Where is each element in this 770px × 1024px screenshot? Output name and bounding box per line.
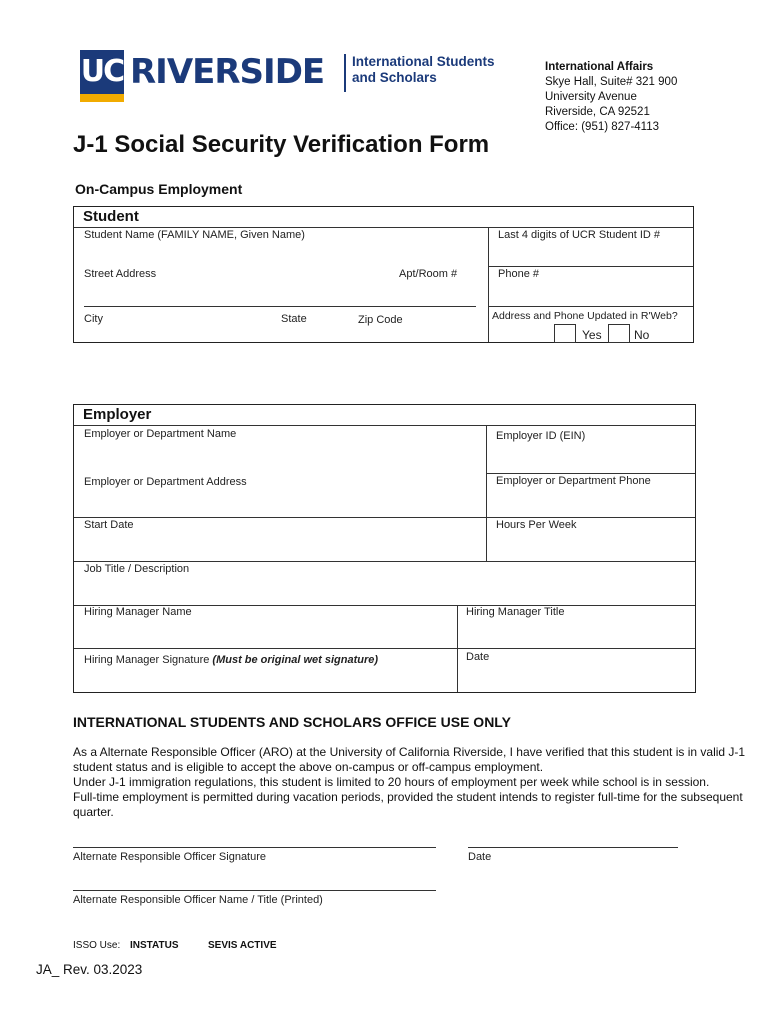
subheading: On-Campus Employment [75,181,243,197]
ucr-logo [80,46,495,104]
statement-para2: Under J-1 immigration regulations, this student is limited to 20 hours of employment per week while school is in session. [73,775,710,789]
divider [486,425,487,517]
logo-subtitle-line1: International Students [352,54,495,69]
divider [74,561,695,562]
employer-phone-field[interactable]: Employer or Department Phone [496,475,651,487]
divider [74,227,693,228]
divider [488,227,489,342]
office-line3: Riverside, CA 92521 [545,106,650,118]
logo-gold-bar [80,94,124,102]
logo-divider [344,54,346,92]
student-name-field[interactable]: Student Name (FAMILY NAME, Given Name) [84,229,305,241]
hours-per-week-field[interactable]: Hours Per Week [496,519,577,531]
sevis-active-label: SEVIS ACTIVE [208,940,277,951]
divider [74,517,695,518]
form-title: J-1 Social Security Verification Form [73,131,490,158]
yes-label: Yes [582,328,602,342]
no-checkbox[interactable] [608,324,630,343]
yes-checkbox[interactable] [554,324,576,343]
divider [486,517,487,561]
apt-room-field[interactable]: Apt/Room # [399,268,458,280]
employer-name-field[interactable]: Employer or Department Name [84,428,237,440]
divider [74,425,695,426]
signature-note: (Must be original wet signature) [212,654,379,666]
hiring-manager-signature-field[interactable] [84,654,378,666]
office-use-heading: INTERNATIONAL STUDENTS AND SCHOLARS OFFICE USE ONLY [73,714,511,730]
office-title: International Affairs [545,61,654,73]
divider [488,266,693,267]
address-underline [84,306,476,307]
employer-address-field[interactable]: Employer or Department Address [84,476,247,488]
phone-field[interactable]: Phone # [498,268,539,280]
aro-signature-label: Alternate Responsible Officer Signature [73,851,267,863]
student-heading: Student [83,208,139,225]
aro-date-label: Date [468,851,492,863]
aro-signature-line[interactable] [73,847,436,848]
aro-date-line[interactable] [468,847,678,848]
state-field[interactable]: State [281,313,307,325]
aro-name-label: Alternate Responsible Officer Name / Title (Printed) [73,894,323,906]
logo-subtitle-line2: and Scholars [352,70,437,85]
student-section [73,206,694,343]
street-address-field[interactable]: Street Address [84,268,157,280]
office-address [545,60,677,135]
statement-para3: Full-time employment is permitted during vacation periods, provided the student intends to register full-time for the subsequent quarter. [73,790,743,819]
student-id-field[interactable]: Last 4 digits of UCR Student ID # [498,229,661,241]
employer-ein-field[interactable]: Employer ID (EIN) [496,430,586,442]
office-line2: University Avenue [545,91,637,103]
revision-label: JA_ Rev. 03.2023 [36,962,143,977]
instatus-label: INSTATUS [130,940,179,951]
job-title-field[interactable]: Job Title / Description [84,563,190,575]
signature-date-field[interactable]: Date [466,651,490,663]
divider [486,473,695,474]
office-use-statement [73,745,753,820]
office-line4: Office: (951) 827-4113 [545,121,660,133]
zip-code-field[interactable]: Zip Code [358,314,403,326]
city-field[interactable]: City [84,313,103,325]
hiring-manager-title-field[interactable]: Hiring Manager Title [466,606,565,618]
office-line1: Skye Hall, Suite# 321 900 [545,76,678,88]
signature-label: Hiring Manager Signature [84,654,213,666]
start-date-field[interactable]: Start Date [84,519,134,531]
address-updated-label: Address and Phone Updated in R'Web? [492,310,678,322]
logo-uc-mark: UC [80,50,124,94]
no-label: No [634,328,650,342]
statement-para1: As a Alternate Responsible Officer (ARO) at the University of California Riverside, I have verified that this student is in valid J-1 student status and is eligible to accept the above on-campus or off-campus employment. [73,745,746,774]
hiring-manager-name-field[interactable]: Hiring Manager Name [84,606,192,618]
divider [74,648,695,649]
logo-subtitle [352,54,512,86]
employer-heading: Employer [83,406,152,423]
logo-riverside: RIVERSIDE [130,52,325,92]
aro-name-line[interactable] [73,890,436,891]
employer-section [73,404,696,693]
divider [488,306,693,307]
isso-use-label: ISSO Use: [73,940,121,951]
